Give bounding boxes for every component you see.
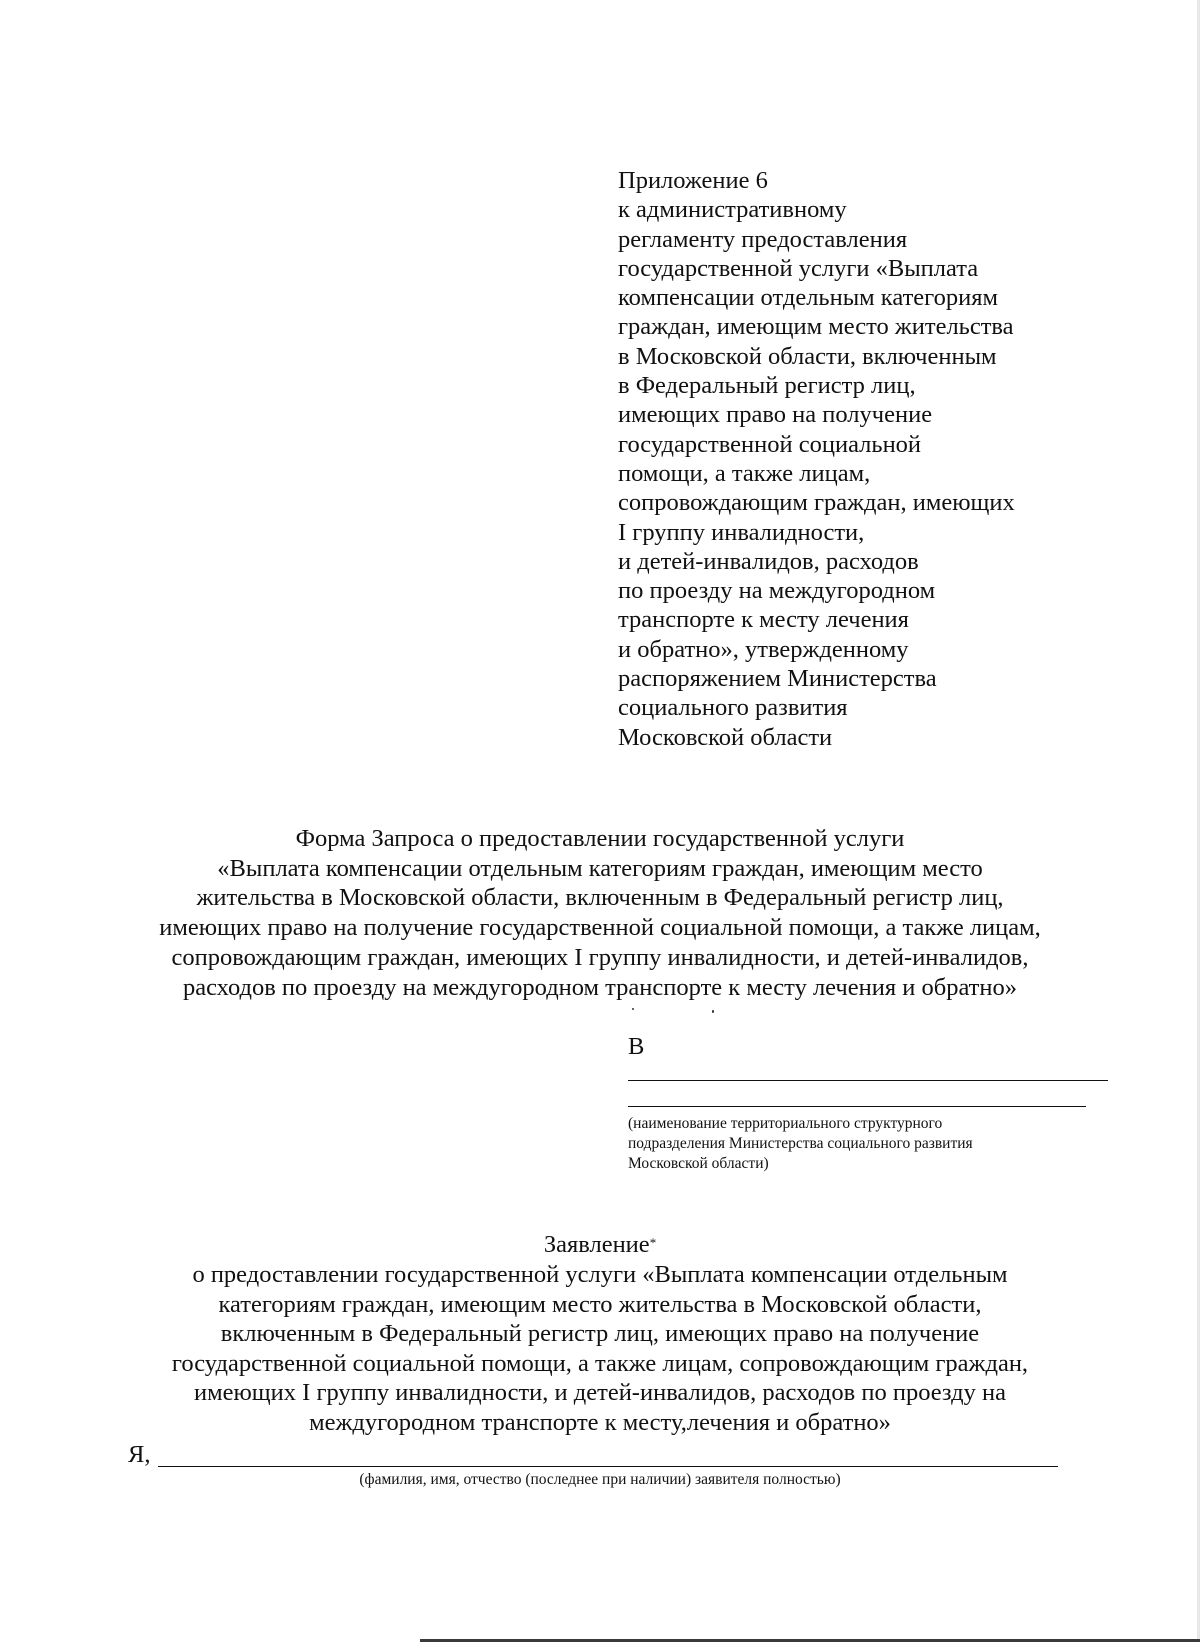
form-title: [120, 824, 1080, 1002]
statement-line: государственной социальной помощи, а также лицам, сопровождающим граждан,: [171, 1349, 1029, 1377]
appendix-line: Приложение 6: [618, 167, 768, 194]
applicant-prefix: Я,: [128, 1441, 151, 1468]
appendix-line: помощи, а также лицам,: [618, 459, 871, 487]
addressee-caption-line: Московской области): [628, 1155, 769, 1172]
statement-line: включенным в Федеральный регистр лиц, имеющих право на получение: [220, 1320, 980, 1348]
scan-speck: [632, 1008, 634, 1010]
appendix-line: социального развития: [618, 694, 848, 722]
appendix-line: к административному: [618, 196, 847, 224]
statement-line: категориям граждан, имеющим место жительства в Московской области,: [218, 1290, 982, 1318]
addressee-block: [628, 1032, 1108, 1172]
appendix-line: распоряжением Министерства: [618, 665, 937, 693]
scan-specks: [630, 1008, 710, 1018]
form-title-line: сопровождающим граждан, имеющих I группу инвалидности, и детей-инвалидов,: [171, 943, 1029, 971]
appendix-line: сопровождающим граждан, имеющих: [618, 489, 1015, 517]
statement-line: о предоставлении государственной услуги «Выплата компенсации отдельным: [192, 1261, 1008, 1288]
scan-speck: [712, 1010, 714, 1013]
form-title-line: жительства в Московской области, включенным в Федеральный регистр лиц,: [196, 884, 1004, 912]
appendix-line: в Московской области, включенным: [618, 342, 997, 370]
addressee-caption-line: подразделения Министерства социального развития: [628, 1135, 973, 1152]
addressee-field-line-2[interactable]: [628, 1106, 1086, 1107]
applicant-name-field[interactable]: [158, 1466, 1058, 1467]
appendix-line: транспорте к месту лечения: [618, 606, 909, 634]
statement-body: [120, 1260, 1080, 1438]
applicant-caption: (фамилия, имя, отчество (последнее при наличии) заявителя полностью): [359, 1471, 841, 1488]
form-title-line: «Выплата компенсации отдельным категориям граждан, имеющим место: [217, 854, 983, 882]
appendix-line: граждан, имеющим место жительства: [618, 313, 1014, 341]
appendix-line: государственной услуги «Выплата: [618, 254, 979, 282]
statement-line: имеющих I группу инвалидности, и детей-инвалидов, расходов по проезду на: [194, 1379, 1006, 1407]
appendix-line: Московской области: [618, 723, 833, 751]
form-title-line: имеющих право на получение государственной социальной помощи, а также лицам,: [159, 914, 1041, 942]
footnote-mark: *: [649, 1235, 657, 1250]
applicant-row: [128, 1440, 1068, 1474]
appendix-line: имеющих право на получение: [618, 401, 933, 429]
appendix-line: в Федеральный регистр лиц,: [618, 372, 916, 400]
form-title-line: Форма Запроса о предоставлении государственной услуги: [295, 825, 905, 852]
appendix-block: [618, 166, 1088, 752]
addressee-prefix: В: [628, 1033, 645, 1060]
appendix-line: государственной социальной: [618, 430, 922, 458]
addressee-field-line-1[interactable]: [628, 1080, 1108, 1081]
appendix-line: регламенту предоставления: [618, 225, 908, 253]
addressee-caption: [628, 1114, 1088, 1174]
appendix-line: и детей-инвалидов, расходов: [618, 547, 919, 575]
appendix-line: I группу инвалидности,: [618, 518, 865, 546]
appendix-line: по проезду на междугородном: [618, 577, 936, 605]
statement-heading: [0, 1230, 1200, 1260]
appendix-line: и обратно», утвержденному: [618, 635, 909, 663]
statement-line: междугородном транспорте к месту,лечения и обратно»: [309, 1408, 891, 1436]
statement-heading-text: Заявление: [543, 1231, 650, 1258]
appendix-line: компенсации отдельным категориям: [618, 284, 998, 312]
addressee-caption-line: (наименование территориального структурного: [628, 1115, 943, 1132]
form-title-line: расходов по проезду на междугородном транспорте к месту лечения и обратно»: [182, 973, 1018, 1001]
